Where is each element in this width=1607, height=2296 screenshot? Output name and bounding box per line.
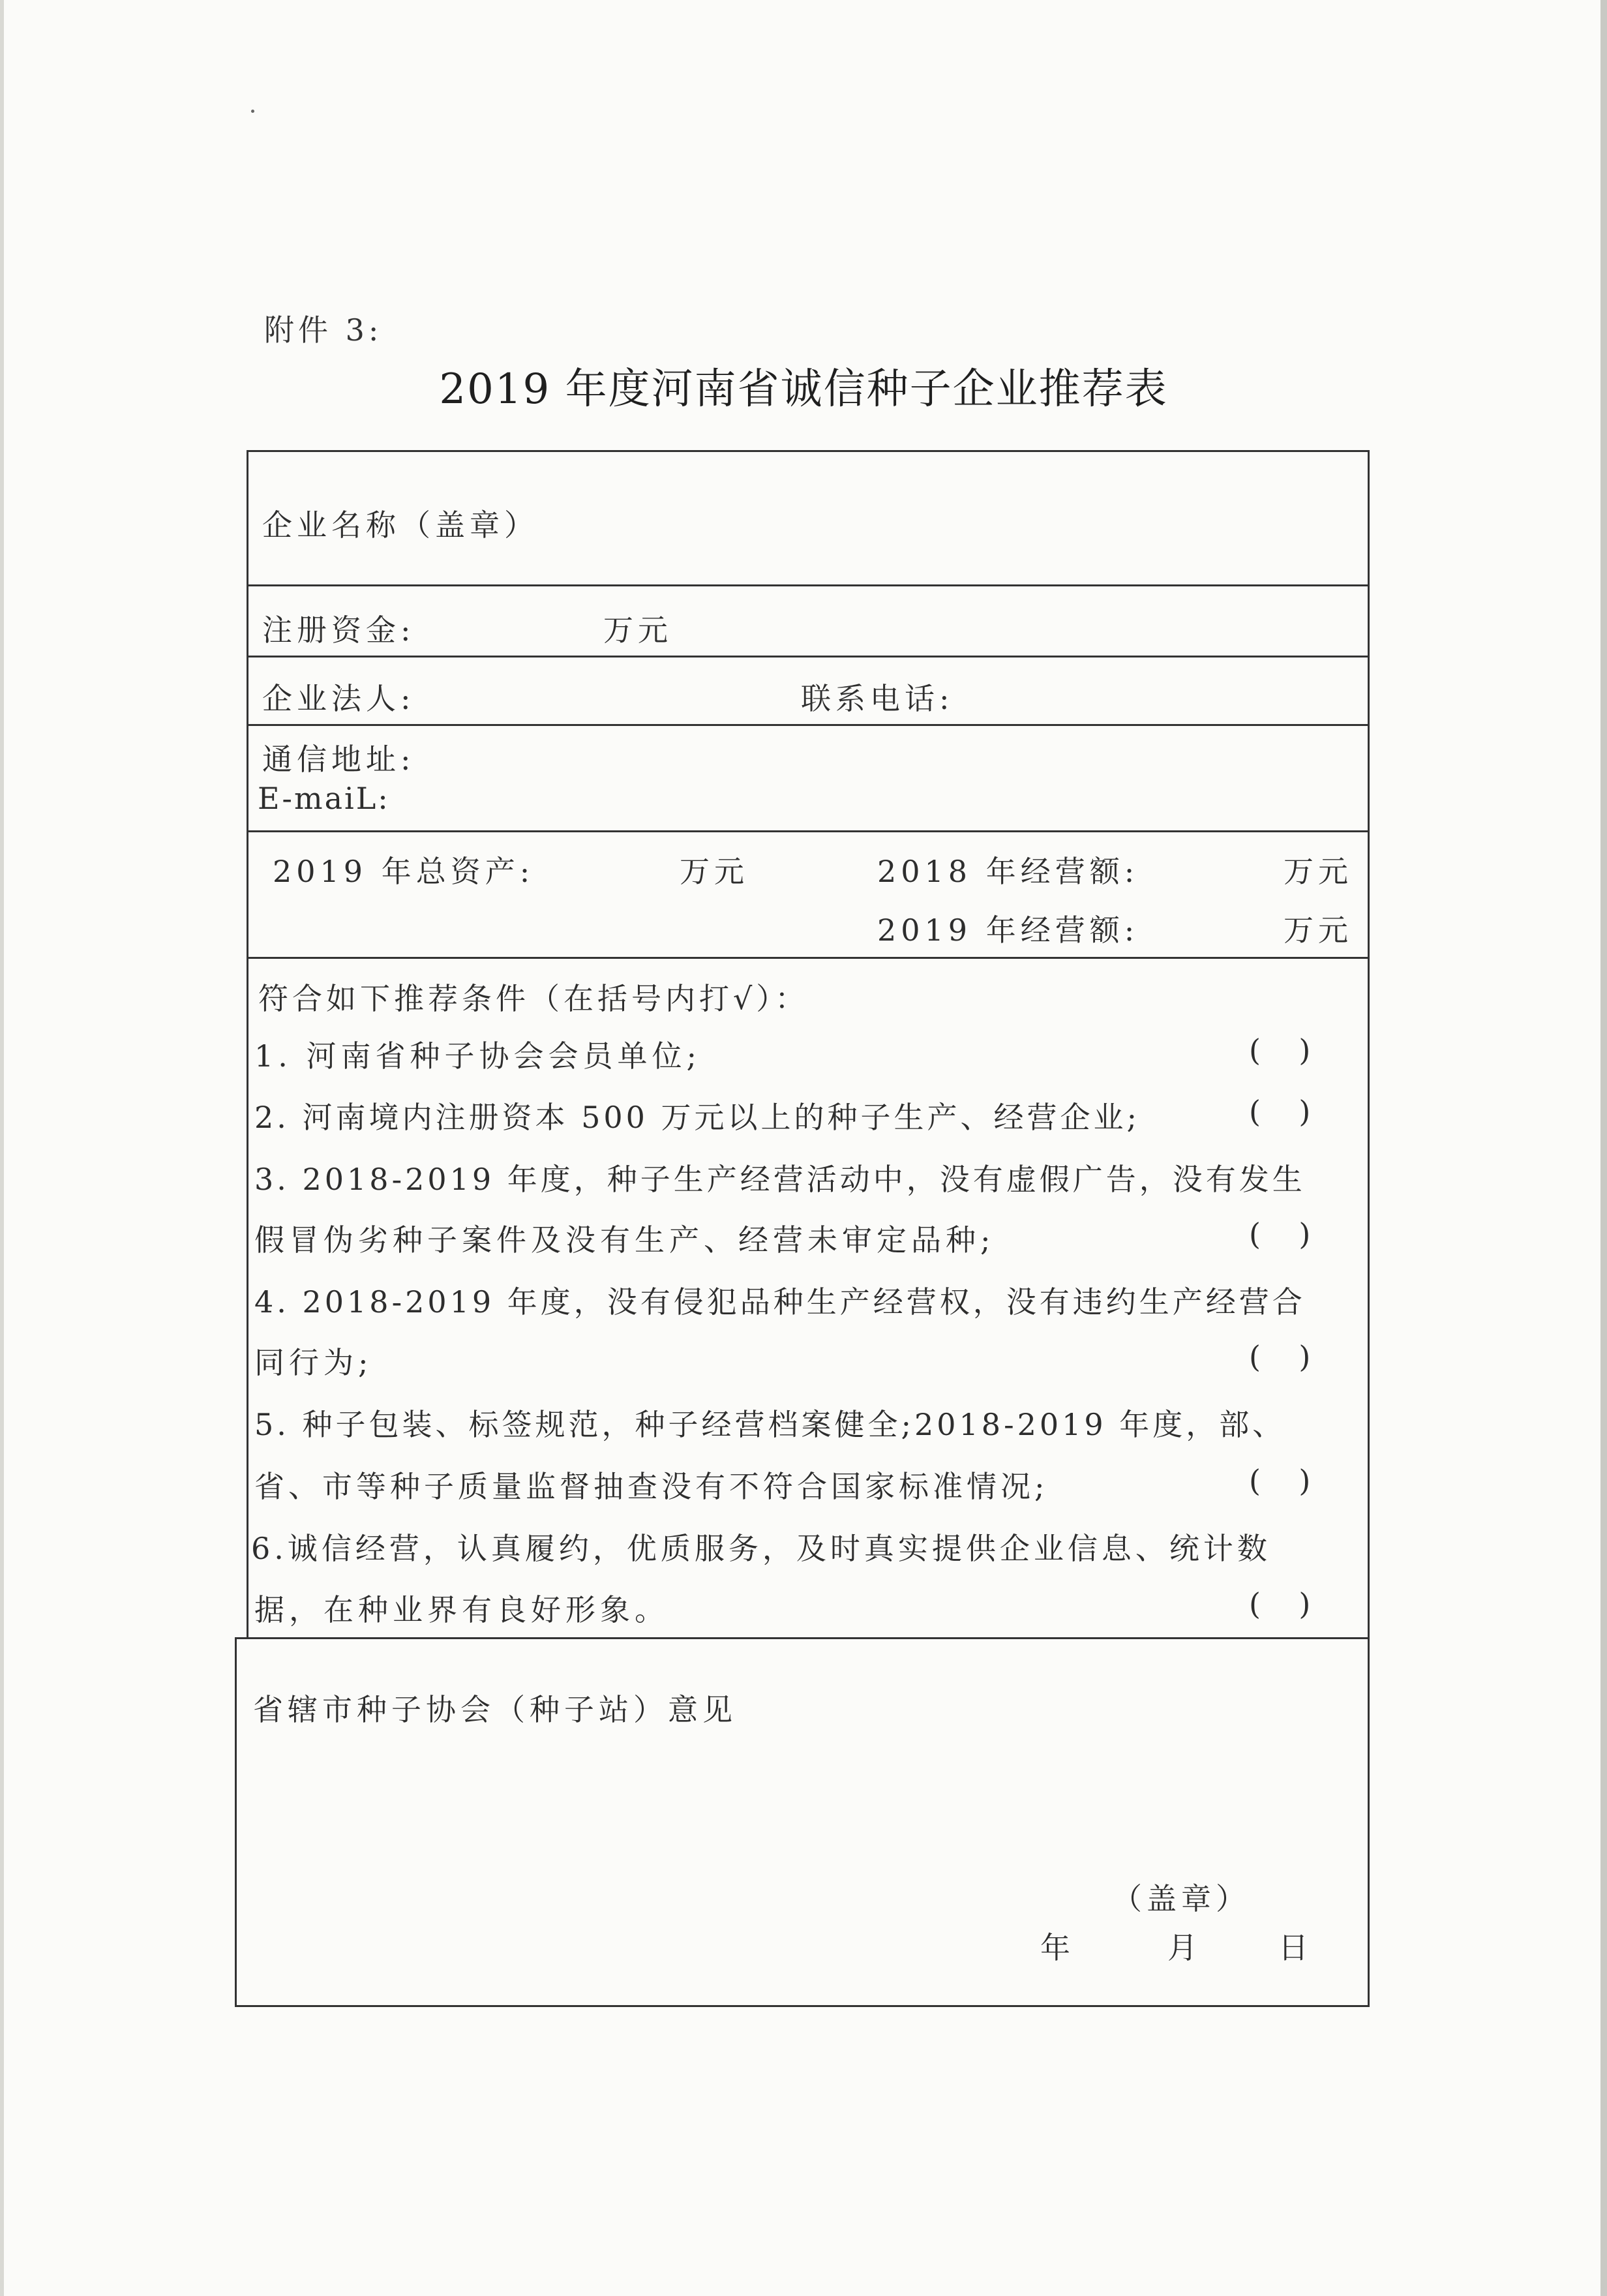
- registered-capital-unit: 万元: [603, 612, 672, 648]
- legal-person-label: 企业法人:: [262, 681, 415, 716]
- row-divider: [247, 584, 1370, 586]
- seal-label: （盖章）: [1112, 1881, 1250, 1916]
- date-month: 月: [1167, 1930, 1202, 1965]
- condition-checkbox[interactable]: ( ): [1249, 1339, 1311, 1374]
- condition-checkbox[interactable]: ( ): [1249, 1094, 1311, 1129]
- page-edge-left: [0, 0, 4, 2296]
- row-divider: [247, 830, 1370, 832]
- revenue-2019-unit: 万元: [1284, 913, 1353, 948]
- condition-line: 2. 河南境内注册资本 500 万元以上的种子生产、经营企业;: [254, 1100, 1141, 1135]
- revenue-2018-unit: 万元: [1284, 854, 1353, 889]
- opinion-label: 省辖市种子协会（种子站）意见: [253, 1692, 737, 1727]
- condition-checkbox[interactable]: ( ): [1249, 1586, 1311, 1622]
- condition-line: 省、市等种子质量监督抽查没有不符合国家标准情况;: [254, 1469, 1049, 1504]
- company-name-label: 企业名称（盖章）: [262, 507, 539, 543]
- row-divider: [247, 656, 1370, 657]
- revenue-2019-label: 2019 年经营额:: [877, 913, 1139, 948]
- condition-line: 6.诚信经营，认真履约，优质服务，及时真实提供企业信息、统计数: [251, 1531, 1271, 1566]
- total-assets-label: 2019 年总资产:: [273, 854, 535, 889]
- condition-checkbox[interactable]: ( ): [1249, 1033, 1311, 1068]
- condition-checkbox[interactable]: ( ): [1249, 1216, 1311, 1252]
- email-label: E-maiL:: [258, 781, 390, 816]
- row-divider: [247, 724, 1370, 726]
- page-title: 2019 年度河南省诚信种子企业推荐表: [439, 365, 1168, 414]
- condition-line: 4. 2018-2019 年度，没有侵犯品种生产经营权，没有违约生产经营合: [254, 1284, 1306, 1320]
- row-divider: [247, 957, 1370, 959]
- date-day: 日: [1278, 1930, 1313, 1965]
- total-assets-unit: 万元: [680, 854, 749, 889]
- page-edge-right: [1600, 0, 1607, 2296]
- registered-capital-label: 注册资金:: [262, 612, 415, 648]
- address-label: 通信地址:: [262, 742, 415, 777]
- conditions-header: 符合如下推荐条件（在括号内打√）：: [258, 981, 809, 1016]
- date-year: 年: [1040, 1930, 1075, 1965]
- scan-speck: [251, 110, 254, 113]
- recommendation-form: [241, 450, 1370, 2009]
- condition-line: 同行为;: [254, 1345, 373, 1380]
- attachment-label: 附件 3:: [264, 312, 383, 348]
- condition-line: 假冒伪劣种子案件及没有生产、经营未审定品种;: [254, 1222, 995, 1258]
- phone-label: 联系电话:: [801, 681, 954, 716]
- condition-line: 5. 种子包装、标签规范，种子经营档案健全;2018-2019 年度，部、: [254, 1407, 1286, 1442]
- revenue-2018-label: 2018 年经营额:: [877, 854, 1139, 889]
- condition-line: 据，在种业界有良好形象。: [254, 1592, 669, 1627]
- condition-line: 1. 河南省种子协会会员单位;: [254, 1038, 702, 1074]
- condition-checkbox[interactable]: ( ): [1249, 1463, 1311, 1498]
- condition-line: 3. 2018-2019 年度，种子生产经营活动中，没有虚假广告，没有发生: [254, 1162, 1306, 1197]
